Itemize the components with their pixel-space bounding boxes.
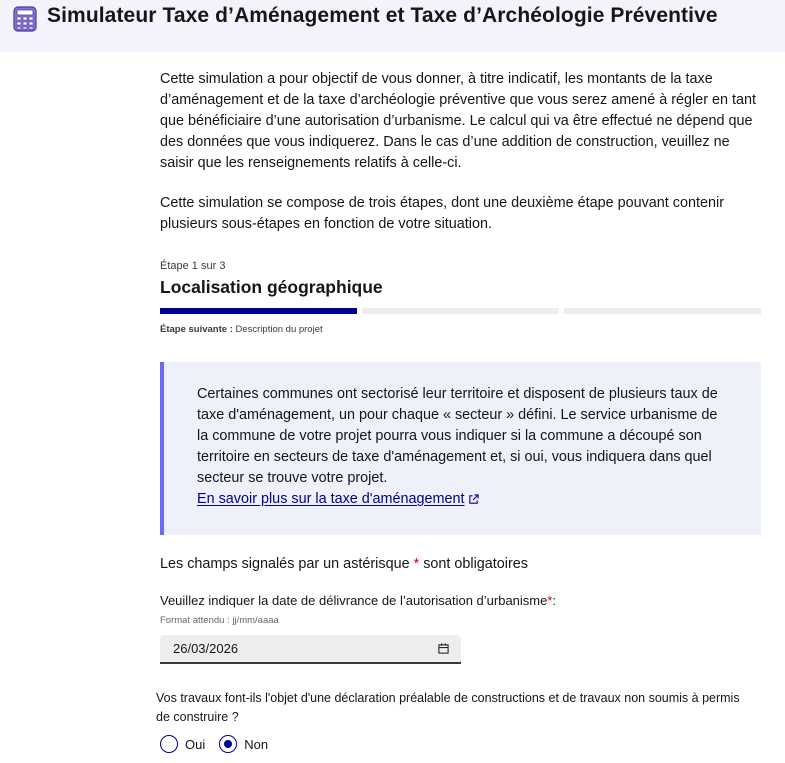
- progress-segment-3: [564, 308, 761, 314]
- radio-oui[interactable]: [160, 735, 205, 753]
- required-asterisk: *: [413, 556, 420, 572]
- step-title: Localisation géographique: [160, 277, 383, 297]
- intro-paragraph-1: Cette simulation a pour objectif de vous donner, à titre indicatif, les montants de la taxe d’aménagement et de la taxe d’archéologie préventive que vous serez amené à régler en tant que bénéficiaire d’une autorisation d’urbanisme. Le calcul qui va être effectué ne dépend que des données que vous indiquerez. Dans le cas d’une addition de construction, veuillez ne saisir que les renseignements relatifs à celle-ci.: [160, 71, 756, 171]
- page-title: Simulateur Taxe d’Aménagement et Taxe d’Archéologie Préventive: [47, 4, 718, 27]
- next-step-value: Description du projet: [235, 324, 323, 335]
- works-question: Vos travaux font-ils l'objet d'une déclaration préalable de constructions et de travaux non soumis à permis de construire ?: [156, 691, 740, 724]
- callout-text: Certaines communes ont sectorisé leur territoire et disposent de plusieurs taux de taxe d'aménagement, un pour chaque « secteur » défini. Le service urbanisme de la commune de votre projet pourra vous indiquer si la commune a découpé son territoire en secteurs de taxe d'aménagement et, si oui, vous indiquera dans quel secteur se trouve votre projet.: [197, 386, 718, 486]
- intro-paragraph-2: Cette simulation se compose de trois étapes, dont une deuxième étape pouvant contenir plusieurs sous-étapes en fonction de votre situation.: [160, 195, 724, 232]
- date-value: 26/03/2026: [173, 641, 239, 656]
- page-header: [0, 0, 785, 52]
- date-label-text: Veuillez indiquer la date de délivrance de l’autorisation d’urbanisme: [160, 593, 548, 608]
- date-hint: Format attendu : jj/mm/aaaa: [160, 615, 279, 626]
- radio-oui-label: Oui: [185, 736, 206, 752]
- radio-non[interactable]: [219, 735, 268, 753]
- next-step-label: Étape suivante :: [160, 324, 233, 335]
- date-required-asterisk: *: [547, 593, 553, 608]
- required-note-prefix: Les champs signalés par un astérisque: [160, 556, 410, 572]
- date-input[interactable]: [160, 635, 461, 664]
- calendar-icon[interactable]: [438, 643, 449, 654]
- date-label: [160, 593, 556, 608]
- info-callout: [160, 362, 761, 535]
- radio-oui-circle[interactable]: [160, 735, 178, 753]
- external-link-icon: [468, 494, 479, 505]
- progress-segment-1: [160, 308, 357, 314]
- required-note-suffix: sont obligatoires: [419, 556, 528, 572]
- intro-text: [160, 69, 760, 235]
- step-count: Étape 1 sur 3: [160, 260, 226, 272]
- radio-non-label: Non: [244, 736, 269, 752]
- tax-info-link[interactable]: [197, 489, 479, 510]
- next-step: [160, 324, 323, 335]
- callout-body: [197, 384, 727, 510]
- stepper-progress: [160, 308, 761, 314]
- tax-info-link-label: En savoir plus sur la taxe d'aménagement: [197, 491, 465, 507]
- works-radio-group: [160, 735, 282, 753]
- date-label-colon: :: [552, 593, 557, 608]
- progress-segment-2: [362, 308, 559, 314]
- calculator-icon: [13, 6, 37, 32]
- required-fields-note: [160, 556, 528, 572]
- radio-non-circle[interactable]: [219, 735, 237, 753]
